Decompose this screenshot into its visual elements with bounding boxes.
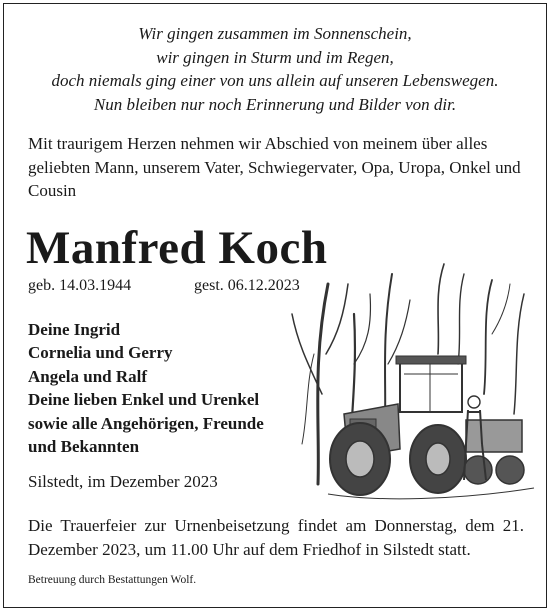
obituary-card [3, 3, 547, 608]
tractor-sketch-illustration [288, 244, 538, 514]
mourner-line: Deine Ingrid [28, 320, 121, 339]
mourner-line: Cornelia und Gerry [28, 343, 173, 363]
mourners-list [28, 318, 264, 458]
mourner-line: sowie alle Angehörigen, Freunde [28, 413, 264, 433]
mourner-line: Deine lieben Enkel und Urenkel [28, 390, 260, 410]
poem-line: wir gingen in Sturm und im Regen, [156, 47, 394, 67]
undertaker-credit: Betreuung durch Bestattungen Wolf. [28, 574, 197, 586]
death-date: gest. 06.12.2023 [194, 277, 300, 294]
birth-date: geb. 14.03.1944 [28, 277, 132, 294]
memorial-poem [4, 22, 546, 116]
intro-text: Mit traurigem Herzen nehmen wir Abschied von meinem über alles geliebten Mann, unserem Vater, Schwiegervater, Opa, Uropa, Onkel und Cousin [28, 134, 521, 200]
poem-line: Wir gingen zusammen im Sonnenschein, [138, 24, 412, 43]
deceased-name: Manfred Koch [26, 222, 328, 274]
mourner-line: und Bekannten [28, 437, 140, 457]
funeral-notice: Die Trauerfeier zur Urnenbeisetzung findet am Donnerstag, dem 21. Dezember 2023, um 11.00 Uhr auf dem Friedhof in Silstedt statt. [28, 516, 524, 559]
poem-line: Nun bleiben nur noch Erinnerung und Bilder von dir. [93, 94, 457, 114]
place-and-date: Silstedt, im Dezember 2023 [28, 472, 218, 491]
mourner-line: Angela und Ralf [28, 366, 148, 386]
poem-line: doch niemals ging einer von uns allein auf unseren Lebenswegen. [51, 71, 499, 90]
tractor [328, 356, 534, 499]
